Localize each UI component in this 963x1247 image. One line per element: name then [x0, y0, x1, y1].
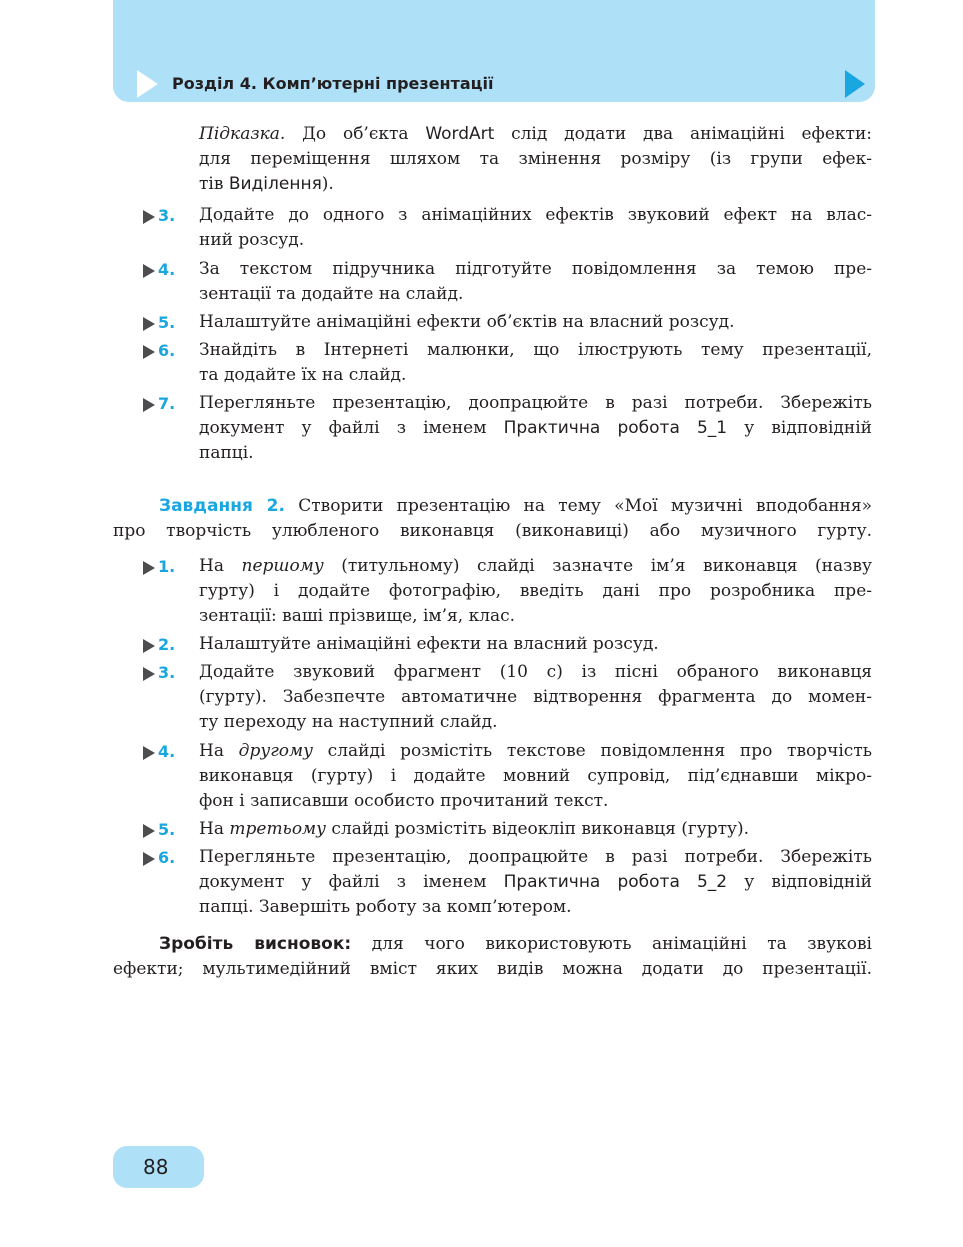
filename: Практична робота 5_2 — [503, 872, 728, 892]
task2-step-3-line-1: Додайте звуковий фрагмент (10 с) із пісні обраного виконавця — [199, 662, 872, 682]
task2-step-4-line-2: виконавця (гурту) і додайте мовний супровід, під’єднавши мікро- — [199, 766, 872, 786]
task2-step-4-line-1: На другому слайді розмістіть текстове повідомлення про творчість — [199, 741, 872, 761]
task2-step-3-line-3: ту переходу на наступний слайд. — [199, 712, 498, 732]
task2-step-2-line-1: Налаштуйте анімаційні ефекти на власний розсуд. — [199, 634, 659, 654]
task2-step-3-line-2: (гурту). Забезпечте автоматичне відтворення фрагмента до момен- — [199, 687, 872, 707]
task1-step-7-line-3: папці. — [199, 443, 254, 463]
task1-step-6-line-1: Знайдіть в Інтернеті малюнки, що ілюструють тему презентації, — [199, 340, 872, 360]
task2-heading-line-1: Завдання 2. Створити презентацію на тему «Мої музичні вподобання» — [159, 496, 872, 516]
header-arrow-right-icon — [845, 70, 865, 98]
play-arrow-icon — [143, 210, 155, 224]
play-arrow-icon — [143, 317, 155, 331]
play-arrow-icon — [143, 667, 155, 681]
task2-label: Завдання 2. — [159, 496, 285, 516]
task1-step-7-line-1: Перегляньте презентацію, доопрацюйте в разі потреби. Збережіть — [199, 393, 872, 413]
task2-step-1-line-2: гурту) і додайте фотографію, введіть дані про розробника пре- — [199, 581, 872, 601]
play-arrow-icon — [143, 398, 155, 412]
task2-step-4-line-3: фон і записавши особисто прочитаний текст. — [199, 791, 609, 811]
hint-line-2: для переміщення шляхом та змінення розміру (із групи ефек- — [199, 149, 872, 169]
header-arrow-left-icon — [137, 70, 158, 98]
task1-step-5-line-1: Налаштуйте анімаційні ефекти об’єктів на власний розсуд. — [199, 312, 735, 332]
hint-line-3: тів Виділення). — [199, 174, 334, 194]
task1-step-3-line-1: Додайте до одного з анімаційних ефектів звуковий ефект на влас- — [199, 205, 872, 225]
play-arrow-icon — [143, 746, 155, 760]
task1-step-4-line-1: За текстом підручника підготуйте повідомлення за темою пре- — [199, 259, 872, 279]
play-arrow-icon — [143, 264, 155, 278]
task1-step-4-line-2: зентації та додайте на слайд. — [199, 284, 464, 304]
task2-heading-line-2: про творчість улюбленого виконавця (виконавиці) або музичного гурту. — [113, 521, 872, 541]
task2-step-6-line-3: папці. Завершіть роботу за комп’ютером. — [199, 897, 572, 917]
conclusion-line-2: ефекти; мультимедійний вміст яких видів можна додати до презентації. — [113, 959, 872, 979]
task2-step-1-line-3: зентації: ваші прізвище, ім’я, клас. — [199, 606, 516, 626]
play-arrow-icon — [143, 639, 155, 653]
conclusion-line-1: Зробіть висновок: для чого використовують анімаційні та звукові — [159, 934, 872, 954]
play-arrow-icon — [143, 561, 155, 575]
filename: Практична робота 5_1 — [503, 418, 728, 438]
task2-step-1-line-1: На першому (титульному) слайді зазначте ім’я виконавця (назву — [199, 556, 872, 576]
task2-step-5-line-1: На третьому слайді розмістіть відеокліп виконавця (гурту). — [199, 819, 750, 839]
task1-step-7-line-2: документ у файлі з іменем Практична робота 5_1 у відповідній — [199, 418, 872, 438]
play-arrow-icon — [143, 852, 155, 866]
task1-step-6-line-2: та додайте їх на слайд. — [199, 365, 407, 385]
page-number: 88 — [143, 1155, 169, 1179]
play-arrow-icon — [143, 824, 155, 838]
task2-step-6-line-1: Перегляньте презентацію, доопрацюйте в разі потреби. Збережіть — [199, 847, 872, 867]
conclusion-label: Зробіть висновок: — [159, 934, 352, 954]
chapter-title: Розділ 4. Комп’ютерні презентації — [172, 74, 494, 93]
task2-step-6-line-2: документ у файлі з іменем Практична робота 5_2 у відповідній — [199, 872, 872, 892]
hint-line-1: Підказка. До об’єкта WordArt слід додати два анімаційні ефекти: — [199, 124, 872, 144]
task1-step-3-line-2: ний розсуд. — [199, 230, 305, 250]
play-arrow-icon — [143, 345, 155, 359]
